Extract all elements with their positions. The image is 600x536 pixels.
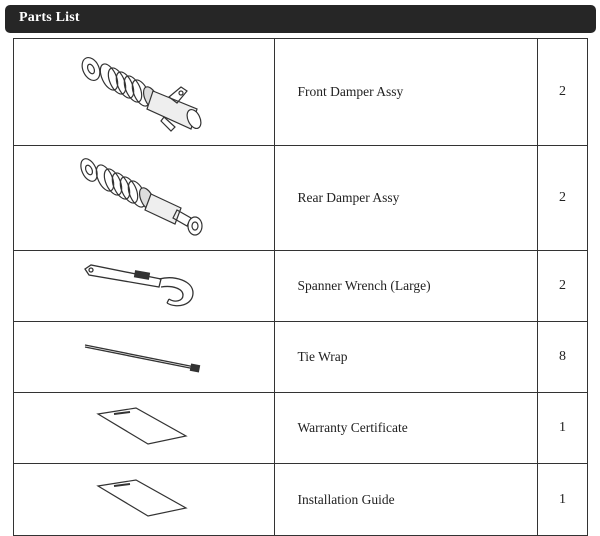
parts-table — [13, 38, 588, 536]
part-name: Spanner Wrench (Large) — [275, 251, 537, 322]
parts-list-header — [5, 5, 596, 33]
part-name: Tie Wrap — [275, 322, 537, 393]
part-image-cell — [14, 146, 275, 251]
part-name: Installation Guide — [275, 464, 537, 536]
certificate-icon — [94, 406, 194, 450]
part-qty: 1 — [537, 393, 587, 464]
table-row — [14, 39, 588, 146]
part-qty: 2 — [537, 39, 587, 146]
part-qty: 1 — [537, 464, 587, 536]
part-name: Rear Damper Assy — [275, 146, 537, 251]
guide-icon — [94, 478, 194, 522]
part-name: Warranty Certificate — [275, 393, 537, 464]
spanner-wrench-icon — [79, 261, 209, 311]
part-image-cell — [14, 322, 275, 393]
part-image-cell — [14, 39, 275, 146]
table-row — [14, 146, 588, 251]
rear-damper-icon — [69, 152, 219, 244]
part-name: Front Damper Assy — [275, 39, 537, 146]
front-damper-icon — [69, 47, 219, 137]
part-qty: 2 — [537, 251, 587, 322]
page-title: Parts List — [19, 10, 80, 25]
part-qty: 2 — [537, 146, 587, 251]
table-row — [14, 464, 588, 536]
tie-wrap-icon — [79, 337, 209, 377]
table-row — [14, 251, 588, 322]
part-qty: 8 — [537, 322, 587, 393]
part-image-cell — [14, 464, 275, 536]
part-image-cell — [14, 393, 275, 464]
table-row — [14, 393, 588, 464]
part-image-cell — [14, 251, 275, 322]
table-row — [14, 322, 588, 393]
